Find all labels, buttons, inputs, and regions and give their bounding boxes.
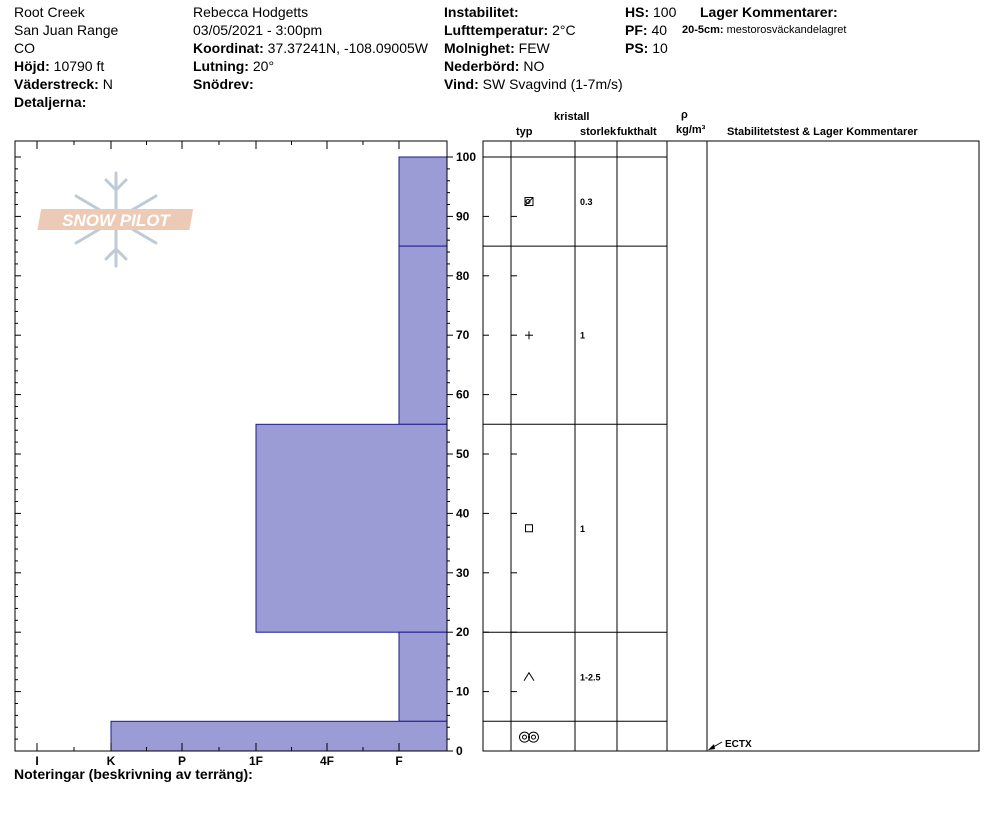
pf-label: PF: <box>625 22 648 38</box>
ps-label: PS: <box>625 40 649 56</box>
hardness-label: F <box>395 754 403 768</box>
size-header: storlek <box>580 126 617 138</box>
sky-label: Molnighet: <box>444 40 515 56</box>
ps-value: 10 <box>652 40 668 56</box>
depth-tick-label: 60 <box>456 387 470 402</box>
airtemp-value: 2°C <box>552 22 576 38</box>
aspect-value: N <box>102 76 113 92</box>
instability-label: Instabilitet: <box>444 4 519 20</box>
hs-label: HS: <box>625 4 650 20</box>
grain-size-value: 1 <box>580 330 586 341</box>
layer-bar <box>399 157 447 246</box>
observation-datetime: 03/05/2021 - 3:00pm <box>193 22 323 38</box>
grain-size-value: 0.3 <box>580 197 593 208</box>
logo-text: SNOW PILOT <box>62 211 170 230</box>
details-label: Detaljerna: <box>14 94 87 110</box>
depth-hoar-icon <box>524 673 534 681</box>
depth-tick-label: 30 <box>456 565 470 580</box>
hardness-label: P <box>177 754 187 768</box>
layer-table-cells <box>520 197 601 742</box>
depth-tick-label: 10 <box>456 684 470 699</box>
coordinate-value: 37.37241N, -108.09005W <box>267 40 428 56</box>
moisture-header: fukthalt <box>617 126 657 138</box>
depth-tick-label: 80 <box>456 268 470 283</box>
profile-bars <box>111 157 447 751</box>
grain-size-value: 1-2.5 <box>580 672 601 683</box>
precip-value: NO <box>523 58 545 74</box>
slope-label: Lutning: <box>193 58 249 74</box>
faceted-crystal-icon <box>526 525 533 532</box>
layer-comments-label: Lager Kommentarer: <box>700 4 838 20</box>
depth-tick-label: 70 <box>456 328 470 343</box>
drift-label: Snödrev: <box>193 76 254 92</box>
aspect-label: Väderstreck: <box>14 76 99 92</box>
rho-header: ρ <box>681 109 688 121</box>
layer-table <box>483 141 979 751</box>
comments-header: Stabilitetstest & Lager Kommentarer <box>727 126 918 138</box>
observer-name: Rebecca Hodgetts <box>193 4 309 20</box>
snowpilot-logo <box>37 173 193 266</box>
crystal-header: kristall <box>554 111 590 123</box>
state: CO <box>14 40 35 56</box>
depth-tick-label: 0 <box>456 744 463 758</box>
coordinate-label: Koordinat: <box>193 40 264 56</box>
layer-comment-depth: 20-5cm: <box>682 24 724 36</box>
elevation-value: 10790 ft <box>53 58 105 74</box>
hs-value: 100 <box>653 4 677 20</box>
depth-tick-label: 90 <box>456 209 470 224</box>
slope-value: 20° <box>252 58 275 74</box>
layer-bar <box>256 424 447 632</box>
density-header: kg/m³ <box>676 124 706 136</box>
hardness-label: K <box>106 754 116 768</box>
layer-comment-text: mestorosväckandelagret <box>726 24 847 36</box>
depth-tick-label: 40 <box>456 506 470 521</box>
decomposing-fragment-icon <box>525 331 533 339</box>
grain-size-value: 1 <box>580 523 586 534</box>
melt-freeze-crust-icon <box>520 732 539 742</box>
depth-tick-label: 20 <box>456 625 470 640</box>
table-border <box>483 141 979 751</box>
test-result-label: ECTX <box>725 739 752 750</box>
pf-value: 40 <box>651 22 668 38</box>
hardness-label: 1F <box>248 754 264 768</box>
notes-label: Noteringar (beskrivning av terräng): <box>14 766 253 782</box>
hardness-label: I <box>35 754 39 768</box>
location-name: Root Creek <box>14 4 85 20</box>
airtemp-label: Lufttemperatur: <box>444 22 549 38</box>
depth-tick-label: 50 <box>456 447 470 461</box>
type-header: typ <box>516 126 533 138</box>
test-result-marker <box>708 739 752 750</box>
precip-label: Nederbörd: <box>444 58 520 74</box>
mountain-range: San Juan Range <box>14 22 119 38</box>
layer-bar <box>399 632 447 721</box>
layer-bar <box>111 721 447 751</box>
wind-value: SW Svagvind (1-7m/s) <box>482 76 623 92</box>
wind-label: Vind: <box>444 76 479 92</box>
elevation-label: Höjd: <box>14 58 50 74</box>
sky-value: FEW <box>518 40 550 56</box>
hardness-label: 4F <box>319 754 335 768</box>
precipitation-particle-icon <box>525 198 533 206</box>
layer-bar <box>399 246 447 424</box>
depth-tick-label: 100 <box>456 150 477 164</box>
